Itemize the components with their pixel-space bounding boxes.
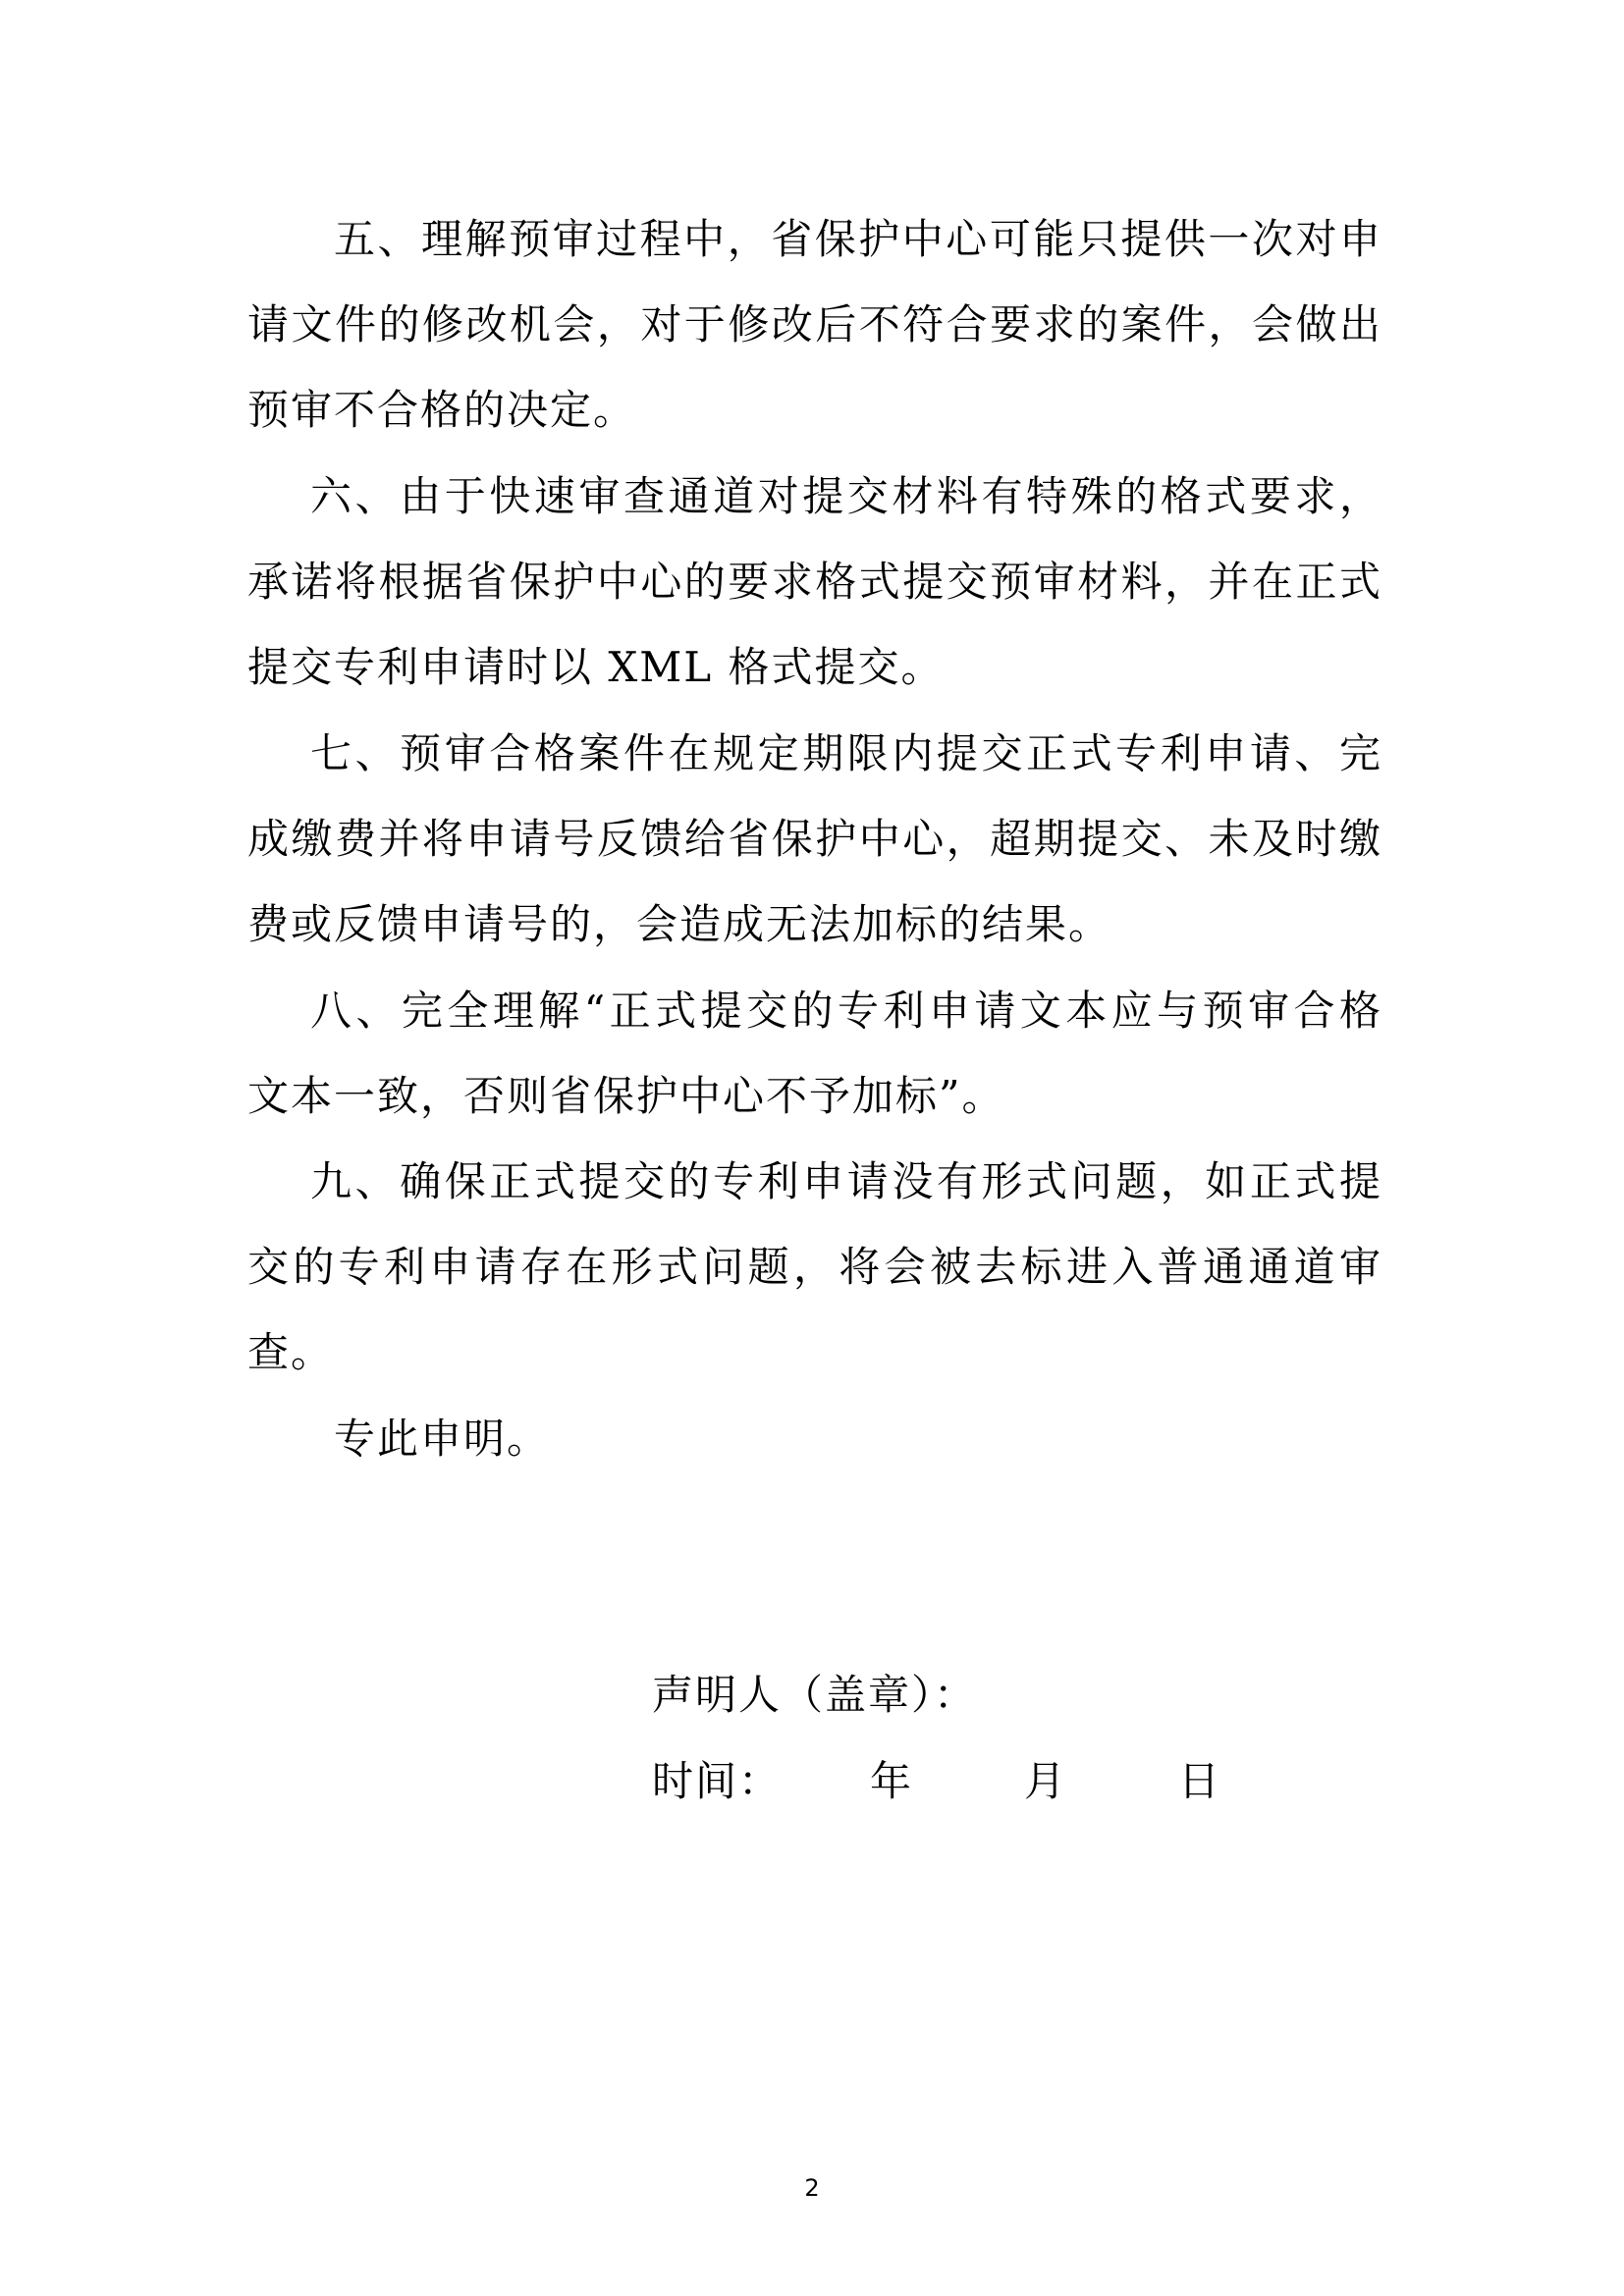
declarant-seal-label: 声明人（盖章）： [652,1671,978,1719]
paragraph-5-line-3: 预审不合格的决定。 [247,386,637,434]
paragraph-6-line-2: 承诺将根据省保护中心的要求格式提交预审材料，并在正式 [247,558,1382,606]
paragraph-5-line-2: 请文件的修改机会，对于修改后不符合要求的案件，会做出 [247,300,1382,348]
paragraph-9-line-3: 查。 [247,1328,335,1376]
paragraph-7-line-3: 费或反馈申请号的，会造成无法加标的结果。 [247,900,1112,948]
paragraph-7-line-1: 七、预审合格案件在规定期限内提交正式专利申请、完 [310,729,1382,777]
paragraph-6-line-3: 提交专利申请时以 XML 格式提交。 [247,643,945,691]
page-number: 2 [804,2174,820,2202]
date-label: 时间： [652,1757,783,1805]
year-label: 年 [870,1757,914,1805]
paragraph-9-line-1: 九、确保正式提交的专利申请没有形式问题，如正式提 [310,1157,1382,1205]
paragraph-7-line-2: 成缴费并将申请号反馈给省保护中心，超期提交、未及时缴 [247,815,1382,863]
paragraph-8-line-2: 文本一致，否则省保护中心不予加标”。 [247,1072,1005,1120]
paragraph-9-line-2: 交的专利申请存在形式问题，将会被去标进入普通通道审 [247,1243,1382,1291]
month-label: 月 [1024,1757,1068,1805]
day-label: 日 [1178,1757,1222,1805]
closing-statement: 专此申明。 [334,1415,551,1463]
paragraph-5-line-1: 五、理解预审过程中，省保护中心可能只提供一次对申 [334,215,1382,263]
paragraph-6-line-1: 六、由于快速审查通道对提交材料有特殊的格式要求， [310,472,1382,520]
paragraph-8-line-1: 八、完全理解“正式提交的专利申请文本应与预审合格 [310,987,1382,1035]
